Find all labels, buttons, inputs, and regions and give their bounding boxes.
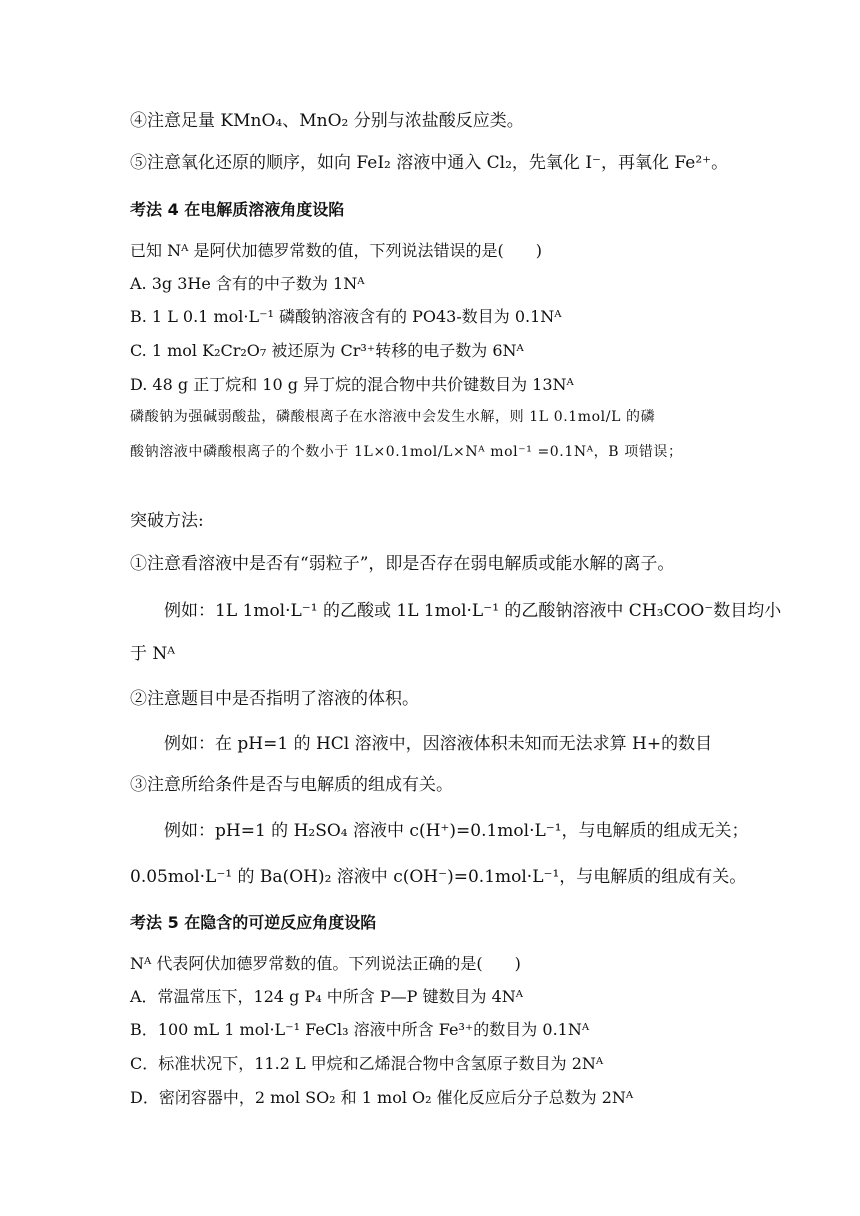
option-b: B．100 mL 1 mol·L⁻¹ FeCl₃ 溶液中所含 Fe³⁺的数目为 0.1Nᴬ [130,1020,590,1039]
example-line: 例如：1L 1mol·L⁻¹ 的乙酸或 1L 1mol·L⁻¹ 的乙酸钠溶液中 CH₃COO⁻数目均小 [164,601,782,621]
text-line: ③注意所给条件是否与电解质的组成有关。 [130,775,453,795]
option-a: A. 3g 3He 含有的中子数为 1Nᴬ [130,274,365,293]
question-stem: 已知 Nᴬ 是阿伏加德罗常数的值，下列说法错误的是( ) [130,241,542,260]
section-heading: 考法 5 在隐含的可逆反应角度设陷 [130,913,377,932]
method-heading: 突破方法: [130,511,204,531]
explanation-line: 磷酸钠为强碱弱酸盐，磷酸根离子在水溶液中会发生水解，则 1L 0.1mol/L 的磷 [130,409,656,425]
question-stem: Nᴬ 代表阿伏加德罗常数的值。下列说法正确的是( ) [130,954,521,973]
text-line: ⑤注意氧化还原的顺序，如向 FeI₂ 溶液中通入 Cl₂，先氧化 I⁻，再氧化 Fe²⁺。 [130,153,729,173]
section-heading: 考法 4 在电解质溶液角度设陷 [130,200,345,219]
text-line: 于 Nᴬ [130,644,176,664]
option-c: C. 1 mol K₂Cr₂O₇ 被还原为 Cr³⁺转移的电子数为 6Nᴬ [130,341,524,360]
text-line: ①注意看溶液中是否有“弱粒子”，即是否存在弱电解质或能水解的离子。 [130,554,675,574]
option-c: C．标准状况下，11.2 L 甲烷和乙烯混合物中含氢原子数目为 2Nᴬ [130,1054,604,1073]
text-line: 0.05mol·L⁻¹ 的 Ba(OH)₂ 溶液中 c(OH⁻)=0.1mol·L⁻¹，与电解质的组成有关。 [130,867,747,887]
text-line: ④注意足量 KMnO₄、MnO₂ 分别与浓盐酸反应类。 [130,111,524,131]
example-line: 例如：pH=1 的 H₂SO₄ 溶液中 c(H⁺)=0.1mol·L⁻¹，与电解质的组成无关； [164,821,749,841]
explanation-line: 酸钠溶液中磷酸根离子的个数小于 1L×0.1mol/L×Nᴬ mol⁻¹ =0.1Nᴬ，B 项错误； [130,444,683,460]
example-line: 例如：在 pH=1 的 HCl 溶液中，因溶液体积未知而无法求算 H+的数目 [164,734,713,754]
text-line: ②注意题目中是否指明了溶液的体积。 [130,689,419,709]
option-b: B. 1 L 0.1 mol·L⁻¹ 磷酸钠溶液含有的 PO43-数目为 0.1Nᴬ [130,307,562,326]
option-d: D. 48 g 正丁烷和 10 g 异丁烷的混合物中共价键数目为 13Nᴬ [130,375,574,394]
option-a: A．常温常压下，124 g P₄ 中所含 P—P 键数目为 4Nᴬ [130,987,524,1006]
option-d: D．密闭容器中，2 mol SO₂ 和 1 mol O₂ 催化反应后分子总数为 2Nᴬ [130,1088,634,1107]
